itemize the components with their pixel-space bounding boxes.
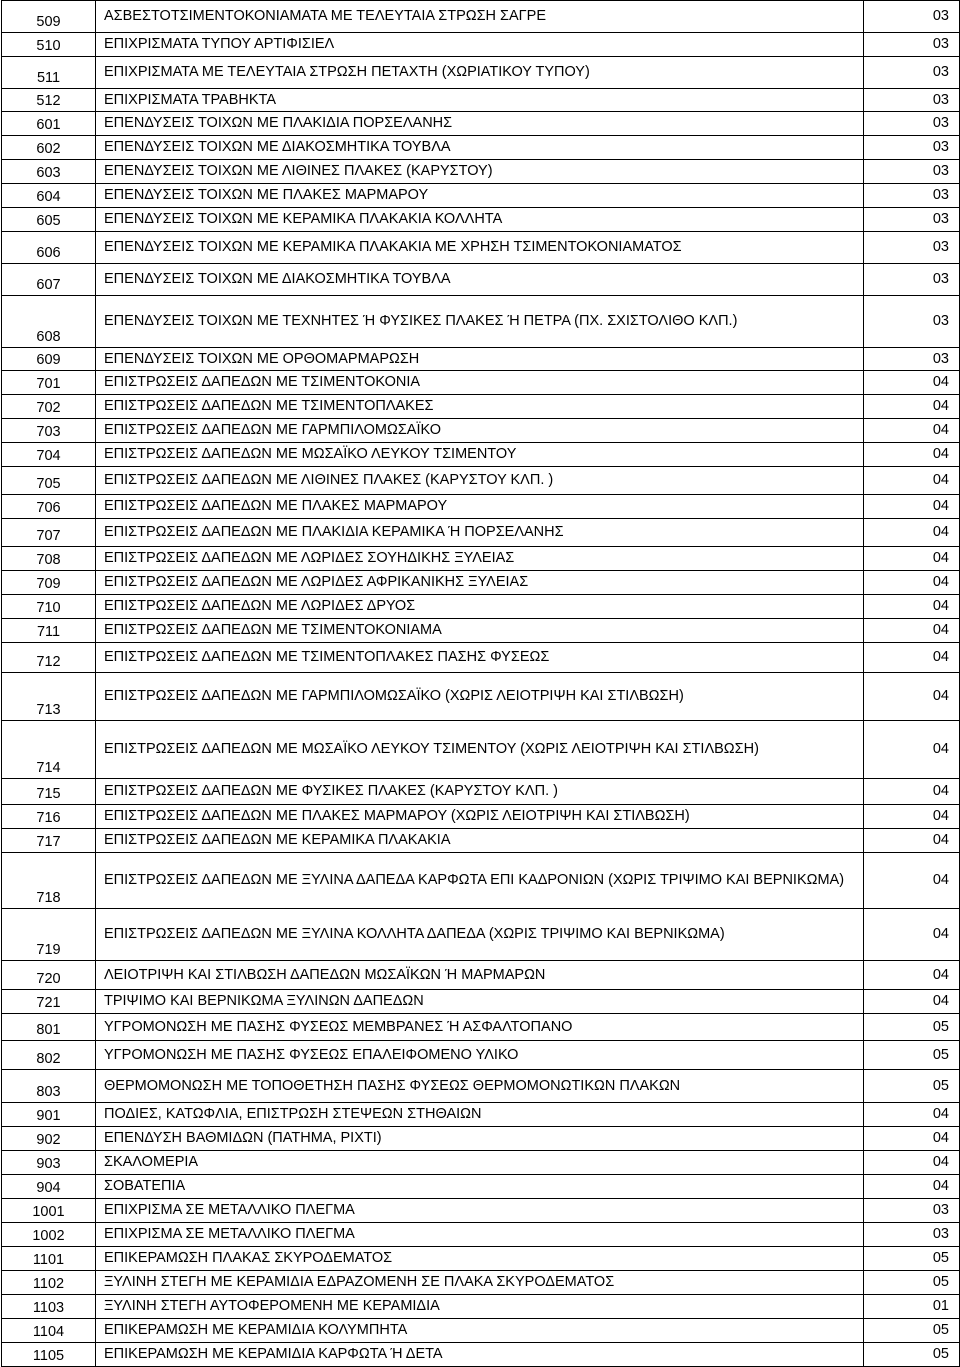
row-description: ΕΠΙΣΤΡΩΣΕΙΣ ΔΑΠΕΔΩΝ ΜΕ ΛΩΡΙΔΕΣ ΔΡΥΟΣ (96, 595, 864, 619)
table-row (2, 264, 960, 296)
row-description: ΕΠΕΝΔΥΣΕΙΣ ΤΟΙΧΩΝ ΜΕ ΔΙΑΚΟΣΜΗΤΙΚΑ ΤΟΥΒΛΑ (96, 264, 864, 296)
table-row (2, 1014, 960, 1041)
row-code: 717 (2, 829, 96, 853)
row-code: 720 (2, 961, 96, 990)
row-code: 604 (2, 184, 96, 208)
row-description: ΣΚΑΛΟΜΕΡΙΑ (96, 1151, 864, 1175)
row-code: 1105 (2, 1343, 96, 1367)
row-description: ΕΠΙΣΤΡΩΣΕΙΣ ΔΑΠΕΔΩΝ ΜΕ ΤΣΙΜΕΝΤΟΚΟΝΙΑΜΑ (96, 619, 864, 643)
table-row (2, 519, 960, 547)
row-code: 511 (2, 57, 96, 89)
row-category: 04 (864, 1175, 960, 1199)
row-description: ΕΠΙΣΤΡΩΣΕΙΣ ΔΑΠΕΔΩΝ ΜΕ ΞΥΛΙΝΑ ΚΟΛΛΗΤΑ ΔΑΠΕΔΑ (ΧΩΡΙΣ ΤΡΙΨΙΜΟ ΚΑΙ ΒΕΡΝΙΚΩΜΑ) (96, 909, 864, 961)
table-row (2, 1271, 960, 1295)
row-code: 607 (2, 264, 96, 296)
table-row (2, 184, 960, 208)
table-row (2, 1199, 960, 1223)
row-category: 04 (864, 443, 960, 467)
row-category: 04 (864, 595, 960, 619)
row-category: 04 (864, 805, 960, 829)
row-description: ΕΠΙΣΤΡΩΣΕΙΣ ΔΑΠΕΔΩΝ ΜΕ ΠΛΑΚΙΔΙΑ ΚΕΡΑΜΙΚΑ Ή ΠΟΡΣΕΛΑΝΗΣ (96, 519, 864, 547)
table-row (2, 1041, 960, 1070)
row-category: 05 (864, 1343, 960, 1367)
table-row (2, 829, 960, 853)
row-code: 603 (2, 160, 96, 184)
row-description: ΘΕΡΜΟΜΟΝΩΣΗ ΜΕ ΤΟΠΟΘΕΤΗΣΗ ΠΑΣΗΣ ΦΥΣΕΩΣ ΘΕΡΜΟΜΟΝΩΤΙΚΩΝ ΠΛΑΚΩΝ (96, 1070, 864, 1103)
row-description: ΞΥΛΙΝΗ ΣΤΕΓΗ ΑΥΤΟΦΕΡΟΜΕΝΗ ΜΕ ΚΕΡΑΜΙΔΙΑ (96, 1295, 864, 1319)
row-description: ΕΠΕΝΔΥΣΕΙΣ ΤΟΙΧΩΝ ΜΕ ΚΕΡΑΜΙΚΑ ΠΛΑΚΑΚΙΑ ΜΕ ΧΡΗΣΗ ΤΣΙΜΕΝΤΟΚΟΝΙΑΜΑΤΟΣ (96, 232, 864, 264)
row-code: 707 (2, 519, 96, 547)
row-description: ΕΠΕΝΔΥΣΕΙΣ ΤΟΙΧΩΝ ΜΕ ΤΕΧΝΗΤΕΣ Ή ΦΥΣΙΚΕΣ ΠΛΑΚΕΣ Ή ΠΕΤΡΑ (ΠΧ. ΣΧΙΣΤΟΛΙΘΟ ΚΛΠ.) (96, 296, 864, 348)
table-row (2, 1175, 960, 1199)
row-code: 1104 (2, 1319, 96, 1343)
row-description: ΕΠΙΣΤΡΩΣΕΙΣ ΔΑΠΕΔΩΝ ΜΕ ΛΙΘΙΝΕΣ ΠΛΑΚΕΣ (ΚΑΡΥΣΤΟΥ ΚΛΠ. ) (96, 467, 864, 495)
row-code: 512 (2, 89, 96, 112)
row-category: 04 (864, 571, 960, 595)
table-row (2, 1103, 960, 1127)
table-row (2, 371, 960, 395)
row-description: ΤΡΙΨΙΜΟ ΚΑΙ ΒΕΡΝΙΚΩΜΑ ΞΥΛΙΝΩΝ ΔΑΠΕΔΩΝ (96, 990, 864, 1014)
row-category: 03 (864, 348, 960, 371)
table-row (2, 1070, 960, 1103)
table-row (2, 721, 960, 779)
table-row (2, 990, 960, 1014)
table-row (2, 547, 960, 571)
row-category: 04 (864, 619, 960, 643)
row-code: 608 (2, 296, 96, 348)
row-code: 721 (2, 990, 96, 1014)
row-category: 03 (864, 136, 960, 160)
row-category: 05 (864, 1319, 960, 1343)
row-category: 03 (864, 296, 960, 348)
row-code: 708 (2, 547, 96, 571)
row-category: 04 (864, 1151, 960, 1175)
row-category: 03 (864, 1223, 960, 1247)
row-code: 702 (2, 395, 96, 419)
row-code: 1102 (2, 1271, 96, 1295)
table-row (2, 673, 960, 721)
table-row (2, 1127, 960, 1151)
table-row (2, 1319, 960, 1343)
table-row (2, 443, 960, 467)
row-description: ΕΠΙΧΡΙΣΜΑ ΣΕ ΜΕΤΑΛΛΙΚΟ ΠΛΕΓΜΑ (96, 1223, 864, 1247)
table-row (2, 296, 960, 348)
row-description: ΕΠΙΣΤΡΩΣΕΙΣ ΔΑΠΕΔΩΝ ΜΕ ΤΣΙΜΕΝΤΟΠΛΑΚΕΣ (96, 395, 864, 419)
table-row (2, 89, 960, 112)
row-description: ΥΓΡΟΜΟΝΩΣΗ ΜΕ ΠΑΣΗΣ ΦΥΣΕΩΣ ΜΕΜΒΡΑΝΕΣ Ή ΑΣΦΑΛΤΟΠΑΝΟ (96, 1014, 864, 1041)
row-code: 802 (2, 1041, 96, 1070)
row-category: 04 (864, 419, 960, 443)
table-row (2, 1, 960, 33)
row-code: 719 (2, 909, 96, 961)
row-code: 801 (2, 1014, 96, 1041)
row-category: 03 (864, 1, 960, 33)
row-code: 709 (2, 571, 96, 595)
row-code: 1002 (2, 1223, 96, 1247)
table-body (2, 1, 960, 1367)
row-category: 03 (864, 112, 960, 136)
row-description: ΕΠΙΣΤΡΩΣΕΙΣ ΔΑΠΕΔΩΝ ΜΕ ΛΩΡΙΔΕΣ ΣΟΥΗΔΙΚΗΣ ΞΥΛΕΙΑΣ (96, 547, 864, 571)
table-row (2, 57, 960, 89)
row-category: 04 (864, 990, 960, 1014)
table-row (2, 495, 960, 519)
row-code: 714 (2, 721, 96, 779)
row-category: 03 (864, 160, 960, 184)
row-code: 705 (2, 467, 96, 495)
table-row (2, 136, 960, 160)
row-code: 710 (2, 595, 96, 619)
table-row (2, 853, 960, 909)
row-description: ΕΠΙΣΤΡΩΣΕΙΣ ΔΑΠΕΔΩΝ ΜΕ ΤΣΙΜΕΝΤΟΠΛΑΚΕΣ ΠΑΣΗΣ ΦΥΣΕΩΣ (96, 643, 864, 673)
row-description: ΕΠΙΣΤΡΩΣΕΙΣ ΔΑΠΕΔΩΝ ΜΕ ΛΩΡΙΔΕΣ ΑΦΡΙΚΑΝΙΚΗΣ ΞΥΛΕΙΑΣ (96, 571, 864, 595)
row-code: 903 (2, 1151, 96, 1175)
row-category: 04 (864, 853, 960, 909)
row-category: 03 (864, 57, 960, 89)
row-description: ΥΓΡΟΜΟΝΩΣΗ ΜΕ ΠΑΣΗΣ ΦΥΣΕΩΣ ΕΠΑΛΕΙΦΟΜΕΝΟ ΥΛΙΚΟ (96, 1041, 864, 1070)
row-code: 1001 (2, 1199, 96, 1223)
row-code: 803 (2, 1070, 96, 1103)
row-category: 05 (864, 1271, 960, 1295)
row-code: 1103 (2, 1295, 96, 1319)
row-code: 609 (2, 348, 96, 371)
row-code: 902 (2, 1127, 96, 1151)
row-code: 509 (2, 1, 96, 33)
row-code: 703 (2, 419, 96, 443)
row-description: ΕΠΙΧΡΙΣΜΑΤΑ ΜΕ ΤΕΛΕΥΤΑΙΑ ΣΤΡΩΣΗ ΠΕΤΑΧΤΗ (ΧΩΡΙΑΤΙΚΟΥ ΤΥΠΟΥ) (96, 57, 864, 89)
row-description: ΕΠΙΣΤΡΩΣΕΙΣ ΔΑΠΕΔΩΝ ΜΕ ΞΥΛΙΝΑ ΔΑΠΕΔΑ ΚΑΡΦΩΤΑ ΕΠΙ ΚΑΔΡΟΝΙΩΝ (ΧΩΡΙΣ ΤΡΙΨΙΜΟ ΚΑΙ ΒΕΡΝΙΚΩΜΑ) (96, 853, 864, 909)
row-category: 03 (864, 184, 960, 208)
row-category: 01 (864, 1295, 960, 1319)
row-category: 03 (864, 264, 960, 296)
table-row (2, 160, 960, 184)
table-row (2, 1295, 960, 1319)
row-category: 05 (864, 1014, 960, 1041)
row-description: ΕΠΕΝΔΥΣΕΙΣ ΤΟΙΧΩΝ ΜΕ ΠΛΑΚΙΔΙΑ ΠΟΡΣΕΛΑΝΗΣ (96, 112, 864, 136)
row-description: ΕΠΙΚΕΡΑΜΩΣΗ ΜΕ ΚΕΡΑΜΙΔΙΑ ΚΟΛΥΜΠΗΤΑ (96, 1319, 864, 1343)
row-code: 701 (2, 371, 96, 395)
table-row (2, 961, 960, 990)
row-category: 04 (864, 467, 960, 495)
row-description: ΕΠΕΝΔΥΣΕΙΣ ΤΟΙΧΩΝ ΜΕ ΚΕΡΑΜΙΚΑ ΠΛΑΚΑΚΙΑ ΚΟΛΛΗΤΑ (96, 208, 864, 232)
row-category: 04 (864, 1127, 960, 1151)
row-description: ΕΠΙΧΡΙΣΜΑΤΑ ΤΡΑΒΗΚΤΑ (96, 89, 864, 112)
table-row (2, 1151, 960, 1175)
work-categories-table (1, 0, 960, 1367)
row-description: ΕΠΙΧΡΙΣΜΑΤΑ ΤΥΠΟΥ ΑΡΤΙΦΙΣΙΕΛ (96, 33, 864, 57)
row-code: 904 (2, 1175, 96, 1199)
row-category: 04 (864, 547, 960, 571)
row-category: 04 (864, 395, 960, 419)
row-description: ΕΠΙΣΤΡΩΣΕΙΣ ΔΑΠΕΔΩΝ ΜΕ ΓΑΡΜΠΙΛΟΜΩΣΑΪΚΟ (96, 419, 864, 443)
table-row (2, 419, 960, 443)
table-row (2, 395, 960, 419)
row-description: ΕΠΕΝΔΥΣΕΙΣ ΤΟΙΧΩΝ ΜΕ ΟΡΘΟΜΑΡΜΑΡΩΣΗ (96, 348, 864, 371)
row-code: 711 (2, 619, 96, 643)
row-category: 04 (864, 961, 960, 990)
table-row (2, 595, 960, 619)
row-code: 715 (2, 779, 96, 805)
row-code: 706 (2, 495, 96, 519)
row-description: ΕΠΙΣΤΡΩΣΕΙΣ ΔΑΠΕΔΩΝ ΜΕ ΚΕΡΑΜΙΚΑ ΠΛΑΚΑΚΙΑ (96, 829, 864, 853)
row-description: ΕΠΙΣΤΡΩΣΕΙΣ ΔΑΠΕΔΩΝ ΜΕ ΦΥΣΙΚΕΣ ΠΛΑΚΕΣ (ΚΑΡΥΣΤΟΥ ΚΛΠ. ) (96, 779, 864, 805)
row-description: ΕΠΙΣΤΡΩΣΕΙΣ ΔΑΠΕΔΩΝ ΜΕ ΜΩΣΑΪΚΟ ΛΕΥΚΟΥ ΤΣΙΜΕΝΤΟΥ (96, 443, 864, 467)
row-description: ΕΠΕΝΔΥΣΕΙΣ ΤΟΙΧΩΝ ΜΕ ΔΙΑΚΟΣΜΗΤΙΚΑ ΤΟΥΒΛΑ (96, 136, 864, 160)
row-category: 05 (864, 1247, 960, 1271)
row-category: 04 (864, 721, 960, 779)
row-code: 716 (2, 805, 96, 829)
row-category: 03 (864, 232, 960, 264)
row-category: 05 (864, 1041, 960, 1070)
row-description: ΕΠΙΚΕΡΑΜΩΣΗ ΠΛΑΚΑΣ ΣΚΥΡΟΔΕΜΑΤΟΣ (96, 1247, 864, 1271)
table-row (2, 1223, 960, 1247)
row-category: 04 (864, 673, 960, 721)
row-description: ΕΠΙΧΡΙΣΜΑ ΣΕ ΜΕΤΑΛΛΙΚΟ ΠΛΕΓΜΑ (96, 1199, 864, 1223)
table-row (2, 208, 960, 232)
row-description: ΠΟΔΙΕΣ, ΚΑΤΩΦΛΙΑ, ΕΠΙΣΤΡΩΣΗ ΣΤΕΨΕΩΝ ΣΤΗΘΑΙΩΝ (96, 1103, 864, 1127)
row-description: ΕΠΙΣΤΡΩΣΕΙΣ ΔΑΠΕΔΩΝ ΜΕ ΠΛΑΚΕΣ ΜΑΡΜΑΡΟΥ (96, 495, 864, 519)
row-code: 713 (2, 673, 96, 721)
row-category: 04 (864, 779, 960, 805)
row-description: ΕΠΙΣΤΡΩΣΕΙΣ ΔΑΠΕΔΩΝ ΜΕ ΠΛΑΚΕΣ ΜΑΡΜΑΡΟΥ (ΧΩΡΙΣ ΛΕΙΟΤΡΙΨΗ ΚΑΙ ΣΤΙΛΒΩΣΗ) (96, 805, 864, 829)
row-category: 03 (864, 1199, 960, 1223)
table-row (2, 232, 960, 264)
table-row (2, 467, 960, 495)
row-description: ΕΠΙΚΕΡΑΜΩΣΗ ΜΕ ΚΕΡΑΜΙΔΙΑ ΚΑΡΦΩΤΑ Ή ΔΕΤΑ (96, 1343, 864, 1367)
table-row (2, 619, 960, 643)
table-row (2, 348, 960, 371)
row-code: 712 (2, 643, 96, 673)
row-code: 718 (2, 853, 96, 909)
table-row (2, 909, 960, 961)
row-category: 03 (864, 33, 960, 57)
row-category: 04 (864, 495, 960, 519)
row-category: 04 (864, 909, 960, 961)
row-code: 1101 (2, 1247, 96, 1271)
table-row (2, 112, 960, 136)
row-category: 04 (864, 643, 960, 673)
row-description: ΣΟΒΑΤΕΠΙΑ (96, 1175, 864, 1199)
row-code: 510 (2, 33, 96, 57)
row-category: 04 (864, 371, 960, 395)
row-category: 04 (864, 829, 960, 853)
row-code: 704 (2, 443, 96, 467)
row-description: ΕΠΕΝΔΥΣΗ ΒΑΘΜΙΔΩΝ (ΠΑΤΗΜΑ, ΡΙΧΤΙ) (96, 1127, 864, 1151)
table-row (2, 1247, 960, 1271)
row-description: ΕΠΙΣΤΡΩΣΕΙΣ ΔΑΠΕΔΩΝ ΜΕ ΤΣΙΜΕΝΤΟΚΟΝΙΑ (96, 371, 864, 395)
row-category: 05 (864, 1070, 960, 1103)
row-description: ΕΠΙΣΤΡΩΣΕΙΣ ΔΑΠΕΔΩΝ ΜΕ ΜΩΣΑΪΚΟ ΛΕΥΚΟΥ ΤΣΙΜΕΝΤΟΥ (ΧΩΡΙΣ ΛΕΙΟΤΡΙΨΗ ΚΑΙ ΣΤΙΛΒΩΣΗ) (96, 721, 864, 779)
row-description: ΛΕΙΟΤΡΙΨΗ ΚΑΙ ΣΤΙΛΒΩΣΗ ΔΑΠΕΔΩΝ ΜΩΣΑΪΚΩΝ Ή ΜΑΡΜΑΡΩΝ (96, 961, 864, 990)
row-code: 602 (2, 136, 96, 160)
row-code: 606 (2, 232, 96, 264)
row-code: 605 (2, 208, 96, 232)
row-code: 901 (2, 1103, 96, 1127)
row-description: ΑΣΒΕΣΤΟΤΣΙΜΕΝΤΟΚΟΝΙΑΜΑΤΑ ΜΕ ΤΕΛΕΥΤΑΙΑ ΣΤΡΩΣΗ ΣΑΓΡΕ (96, 1, 864, 33)
row-category: 04 (864, 1103, 960, 1127)
row-description: ΕΠΙΣΤΡΩΣΕΙΣ ΔΑΠΕΔΩΝ ΜΕ ΓΑΡΜΠΙΛΟΜΩΣΑΪΚΟ (ΧΩΡΙΣ ΛΕΙΟΤΡΙΨΗ ΚΑΙ ΣΤΙΛΒΩΣΗ) (96, 673, 864, 721)
table-row (2, 1343, 960, 1367)
table-row (2, 805, 960, 829)
table-row (2, 33, 960, 57)
row-category: 04 (864, 519, 960, 547)
table-row (2, 779, 960, 805)
row-description: ΕΠΕΝΔΥΣΕΙΣ ΤΟΙΧΩΝ ΜΕ ΠΛΑΚΕΣ ΜΑΡΜΑΡΟΥ (96, 184, 864, 208)
row-category: 03 (864, 89, 960, 112)
row-description: ΞΥΛΙΝΗ ΣΤΕΓΗ ΜΕ ΚΕΡΑΜΙΔΙΑ ΕΔΡΑΖΟΜΕΝΗ ΣΕ ΠΛΑΚΑ ΣΚΥΡΟΔΕΜΑΤΟΣ (96, 1271, 864, 1295)
table-row (2, 571, 960, 595)
table-row (2, 643, 960, 673)
row-category: 03 (864, 208, 960, 232)
row-code: 601 (2, 112, 96, 136)
row-description: ΕΠΕΝΔΥΣΕΙΣ ΤΟΙΧΩΝ ΜΕ ΛΙΘΙΝΕΣ ΠΛΑΚΕΣ (ΚΑΡΥΣΤΟΥ) (96, 160, 864, 184)
